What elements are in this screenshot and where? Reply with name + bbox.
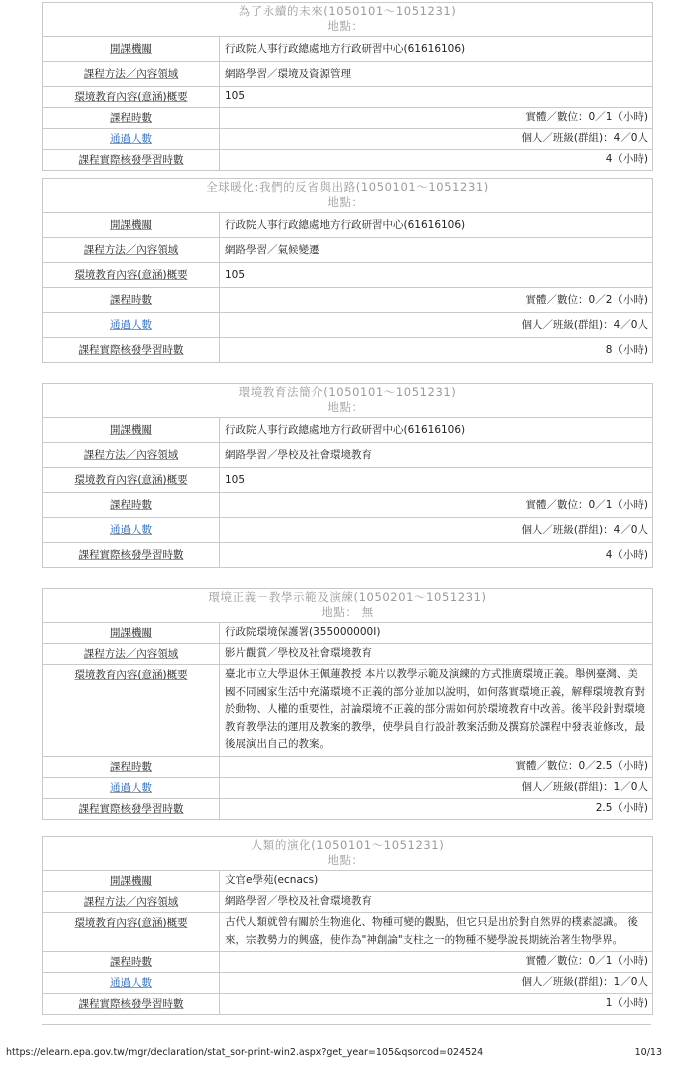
passed-count-link[interactable]: 通過人數: [43, 313, 220, 337]
value-summary: 105: [225, 90, 246, 102]
value-org: 文官e學苑(ecnacs): [225, 874, 319, 886]
row-summary: [43, 467, 652, 492]
value-summary: 古代人類就曾有關於生物進化、物種可變的觀點，但它只是出於對自然界的樸素認識。 後來，宗教勢力的興盛，使作為"神創論"支柱之一的物種不變學說長期統治著生物學界。: [225, 916, 638, 946]
label-summary: 環境教育內容(意涵)概要: [43, 87, 220, 107]
course-header: [43, 178, 652, 212]
value-actual-hours: 1（小時): [605, 997, 648, 1009]
row-actual-hours: [43, 993, 652, 1014]
value-org: 行政院環境保護署(355000000I): [225, 626, 381, 638]
label-org: 開課機關: [43, 418, 220, 442]
label-org: 開課機關: [43, 623, 220, 643]
value-org: 行政院人事行政總處地方行政研習中心(61616106): [225, 219, 466, 231]
row-method: [43, 61, 652, 86]
passed-count-link[interactable]: 通過人數: [43, 778, 220, 798]
label-org: 開課機關: [43, 871, 220, 891]
value-method: 網路學習／環境及資源管理: [225, 68, 351, 80]
value-passed: 個人／班級(群組)：4／0人: [521, 524, 648, 536]
row-summary: [43, 262, 652, 287]
row-passed: [43, 517, 652, 542]
course-title: 全球暖化:我們的反省與出路(1050101～1051231): [206, 180, 489, 194]
row-actual-hours: [43, 337, 652, 362]
value-actual-hours: 4（小時): [605, 549, 648, 561]
row-method: [43, 442, 652, 467]
value-hours: 實體／數位：0／1（小時): [525, 955, 648, 967]
course-title: 為了永續的未來(1050101～1051231): [238, 4, 457, 18]
row-method: [43, 237, 652, 262]
label-actual-hours: 課程實際核發學習時數: [43, 338, 220, 362]
course-location: 地點： 無: [321, 605, 374, 619]
passed-count-link[interactable]: 通過人數: [43, 518, 220, 542]
row-summary: [43, 912, 652, 951]
label-hours: 課程時數: [43, 108, 220, 128]
row-org: [43, 870, 652, 891]
row-hours: [43, 287, 652, 312]
row-hours: [43, 107, 652, 128]
row-org: [43, 417, 652, 442]
row-org: [43, 212, 652, 237]
label-summary: 環境教育內容(意涵)概要: [43, 665, 220, 756]
label-actual-hours: 課程實際核發學習時數: [43, 543, 220, 567]
label-actual-hours: 課程實際核發學習時數: [43, 150, 220, 170]
value-actual-hours: 8（小時): [605, 344, 648, 356]
row-hours: [43, 756, 652, 777]
value-passed: 個人／班級(群組)：4／0人: [521, 319, 648, 331]
course-block: [42, 588, 653, 820]
course-location: 地點：: [327, 195, 364, 209]
value-passed: 個人／班級(群組)：1／0人: [521, 976, 648, 988]
row-method: [43, 891, 652, 912]
label-summary: 環境教育內容(意涵)概要: [43, 913, 220, 951]
course-block: [42, 2, 653, 171]
row-passed: [43, 312, 652, 337]
row-org: [43, 36, 652, 61]
value-actual-hours: 2.5（小時): [595, 802, 648, 814]
course-header: [43, 836, 652, 870]
label-method: 課程方法／內容領域: [43, 443, 220, 467]
value-summary: 105: [225, 269, 246, 281]
row-method: [43, 643, 652, 664]
value-hours: 實體／數位：0／2.5（小時): [515, 760, 648, 772]
course-title: 人類的演化(1050101～1051231): [250, 838, 445, 852]
row-hours: [43, 951, 652, 972]
value-hours: 實體／數位：0／1（小時): [525, 111, 648, 123]
label-hours: 課程時數: [43, 757, 220, 777]
value-hours: 實體／數位：0／2（小時): [525, 294, 648, 306]
label-method: 課程方法／內容領域: [43, 892, 220, 912]
course-header: [43, 383, 652, 417]
value-method: 網路學習／氣候變遷: [225, 244, 320, 256]
value-method: 網路學習／學校及社會環境教育: [225, 449, 372, 461]
value-actual-hours: 4（小時): [605, 153, 648, 165]
row-summary: [43, 86, 652, 107]
course-header: [43, 2, 652, 36]
footer-url: https://elearn.epa.gov.tw/mgr/declaration/stat_sor-print-win2.aspx?get_year=105&qsorcod=024524: [6, 1047, 484, 1058]
course-block: [42, 178, 653, 363]
label-method: 課程方法／內容領域: [43, 62, 220, 86]
row-actual-hours: [43, 798, 652, 819]
value-org: 行政院人事行政總處地方行政研習中心(61616106): [225, 43, 466, 55]
page-number: 10/13: [634, 1047, 662, 1058]
row-passed: [43, 128, 652, 149]
row-summary: [43, 664, 652, 756]
row-actual-hours: [43, 542, 652, 567]
value-summary: 105: [225, 474, 246, 486]
course-title: 環境正義－教學示範及演練(1050201～1051231): [208, 590, 487, 604]
value-hours: 實體／數位：0／1（小時): [525, 499, 648, 511]
label-method: 課程方法／內容領域: [43, 238, 220, 262]
row-passed: [43, 777, 652, 798]
label-actual-hours: 課程實際核發學習時數: [43, 799, 220, 819]
label-summary: 環境教育內容(意涵)概要: [43, 263, 220, 287]
label-hours: 課程時數: [43, 952, 220, 972]
label-hours: 課程時數: [43, 493, 220, 517]
row-org: [43, 622, 652, 643]
label-org: 開課機關: [43, 213, 220, 237]
value-method: 影片觀賞／學校及社會環境教育: [225, 647, 372, 659]
course-block: [42, 836, 653, 1015]
row-passed: [43, 972, 652, 993]
passed-count-link[interactable]: 通過人數: [43, 129, 220, 149]
course-location: 地點：: [327, 400, 364, 414]
row-hours: [43, 492, 652, 517]
label-org: 開課機關: [43, 37, 220, 61]
course-title: 環境教育法簡介(1050101～1051231): [238, 385, 457, 399]
course-location: 地點：: [327, 853, 364, 867]
course-location-value: 無: [361, 605, 374, 619]
label-method: 課程方法／內容領域: [43, 644, 220, 664]
course-header: [43, 588, 652, 622]
label-hours: 課程時數: [43, 288, 220, 312]
course-location: 地點：: [327, 19, 364, 33]
label-summary: 環境教育內容(意涵)概要: [43, 468, 220, 492]
value-passed: 個人／班級(群組)：4／0人: [521, 132, 648, 144]
passed-count-link[interactable]: 通過人數: [43, 973, 220, 993]
course-block: [42, 383, 653, 568]
value-org: 行政院人事行政總處地方行政研習中心(61616106): [225, 424, 466, 436]
value-summary: 臺北市立大學退休王佩蓮教授 本片以教學示範及演練的方式推廣環境正義。舉例臺灣、美國不同國家生活中充滿環境不正義的部分並加以說明，如何落實環境正義，解釋環境教育對於動物、人權的重要性，討論環境不正義的部分需如何於環境教育中改善。後半段針對環境教育教學法的運用及教案的教學，使學員自行設計教案活動及撰寫於課程中發表並修改，最後展演出自己的教案。: [225, 668, 645, 750]
label-actual-hours: 課程實際核發學習時數: [43, 994, 220, 1014]
row-actual-hours: [43, 149, 652, 170]
divider: [42, 1024, 651, 1025]
value-method: 網路學習／學校及社會環境教育: [225, 895, 372, 907]
value-passed: 個人／班級(群組)：1／0人: [521, 781, 648, 793]
